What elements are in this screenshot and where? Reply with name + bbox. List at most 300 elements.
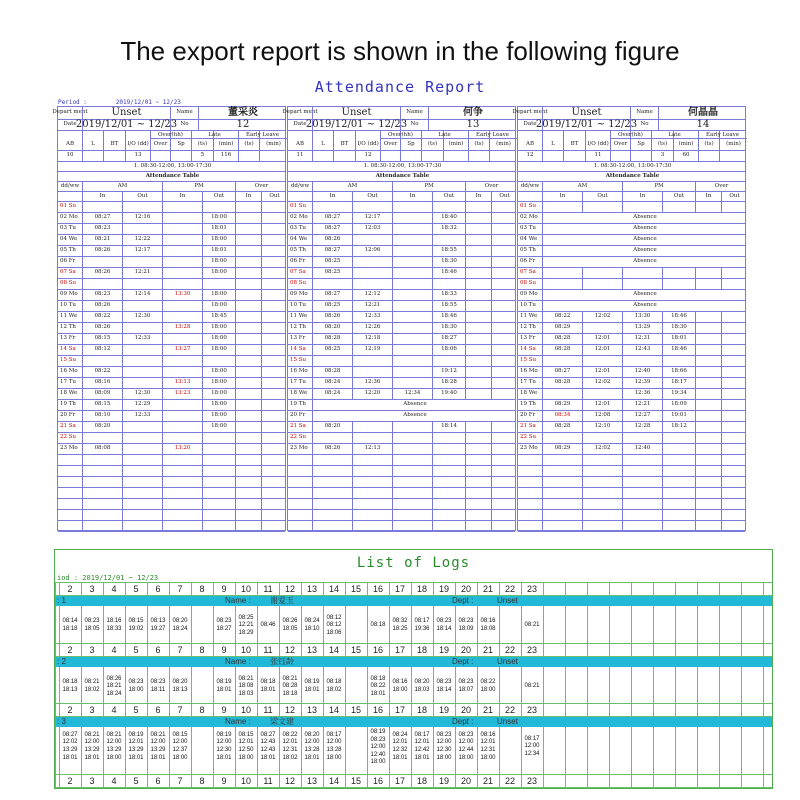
time-cell: 08:28: [312, 367, 352, 377]
time-cell: [235, 301, 261, 311]
blank: [288, 488, 312, 498]
empty-row: [518, 477, 745, 488]
inout-row: [288, 192, 515, 202]
day-row: [518, 356, 745, 367]
stats-value: [103, 151, 125, 161]
time-cell: [465, 279, 491, 289]
person-band: [55, 717, 772, 727]
day-number: 19: [438, 705, 449, 715]
day-label: 22 Su: [60, 434, 77, 441]
day-label: 11 We: [60, 313, 78, 320]
blank: [518, 192, 542, 201]
time-cell: [162, 235, 202, 245]
blank: [261, 510, 287, 520]
grid-line: [631, 583, 632, 788]
time-cell: 18:17: [662, 378, 695, 388]
dept-label: Dept :: [452, 717, 474, 726]
time-cell: [392, 301, 432, 311]
time-cell: 12:27: [622, 411, 662, 421]
time-cell: [235, 356, 261, 366]
day-number: 4: [111, 705, 117, 715]
empty-row: [288, 455, 515, 466]
time-cell: [261, 202, 287, 212]
day-row: [288, 444, 515, 455]
day-label: 07 Sa: [520, 269, 536, 276]
day-row: [288, 367, 515, 378]
pm-label: PM: [622, 182, 695, 191]
time-cell: [662, 279, 695, 289]
day-label: 01 Su: [520, 203, 537, 210]
time-cell: [352, 268, 392, 278]
day-row: [58, 389, 285, 400]
time-cell: [202, 444, 235, 454]
time-cell: [465, 268, 491, 278]
empty-row: [288, 477, 515, 488]
time-cell: 12:33: [352, 312, 392, 322]
time-cell: [82, 279, 122, 289]
time-cell: [261, 213, 287, 223]
log-cell: 08:23 18:05: [84, 618, 100, 632]
time-cell: 12:02: [582, 444, 622, 454]
log-cell: 18:16 18:33: [106, 618, 122, 632]
stats-value-row: [288, 151, 515, 162]
day-number: 8: [199, 705, 205, 715]
list-of-logs: [54, 549, 773, 789]
day-row: [58, 202, 285, 213]
time-cell: 12:06: [352, 246, 392, 256]
blank: [162, 477, 202, 487]
time-cell: [122, 356, 162, 366]
day-number: 7: [177, 705, 183, 715]
blank: [312, 488, 352, 498]
time-cell: 12:18: [352, 334, 392, 344]
blank: [82, 499, 122, 509]
time-cell: [491, 202, 517, 212]
time-cell: [622, 279, 662, 289]
time-cell: 18:00: [202, 411, 235, 421]
time-cell: [352, 279, 392, 289]
day-label: 08 Su: [60, 280, 77, 287]
empty-row: [58, 521, 285, 532]
stats-header-cell: (ts): [651, 131, 673, 150]
dept-label: Depart ment: [282, 109, 318, 116]
time-cell: 12:34: [392, 389, 432, 399]
day-number: 22: [504, 776, 515, 786]
day-label: 23 Mo: [520, 445, 538, 452]
log-cell: 08:21 08:28 18:18: [282, 675, 298, 697]
time-cell: 08:12: [82, 345, 122, 355]
time-cell: [695, 367, 721, 377]
dept-value: Unset: [82, 107, 170, 119]
time-cell: [721, 279, 747, 289]
time-cell: [542, 433, 582, 443]
time-cell: [695, 389, 721, 399]
time-cell: 13:28: [162, 323, 202, 333]
time-cell: [465, 367, 491, 377]
day-label: 14 Sa: [520, 346, 536, 353]
log-cell: 08:20 12:00 13:28 18:01: [304, 731, 320, 761]
stats-value: [259, 151, 287, 161]
blank: [162, 466, 202, 476]
log-cell: 08:17 12:00 13:28 18:00: [326, 731, 342, 761]
time-cell: [721, 378, 747, 388]
no-value: 14: [658, 120, 747, 130]
blank: [721, 488, 747, 498]
stats-header-cell: BT: [333, 131, 355, 150]
stats-value: 11: [296, 152, 304, 159]
day-label: 03 Tu: [60, 225, 76, 232]
blank: [662, 477, 695, 487]
day-number: 14: [328, 584, 339, 594]
time-cell: [721, 411, 747, 421]
time-cell: 08:28: [542, 334, 582, 344]
time-cell: 18:01: [202, 224, 235, 234]
dept-label: Depart ment: [52, 109, 88, 116]
inout-label: Out: [491, 192, 517, 201]
time-cell: [695, 279, 721, 289]
blank: [122, 455, 162, 465]
time-cell: 08:28: [542, 378, 582, 388]
stats-header-cell: Sp: [400, 131, 421, 150]
blank: [695, 521, 721, 531]
late-label: Late: [651, 132, 698, 139]
time-cell: [261, 323, 287, 333]
time-cell: [721, 312, 747, 322]
date-row: [288, 120, 515, 131]
time-cell: [491, 224, 517, 234]
time-cell: [162, 312, 202, 322]
day-number: 5: [133, 776, 139, 786]
time-cell: [235, 246, 261, 256]
day-row: [288, 224, 515, 235]
blank: [465, 499, 491, 509]
day-row: [58, 235, 285, 246]
time-cell: 13:20: [162, 444, 202, 454]
log-cell: 08:19 12:00 12:30 18:01: [216, 731, 232, 761]
inout-label: In: [312, 192, 352, 201]
inout-label: Out: [261, 192, 287, 201]
day-row: [518, 367, 745, 378]
day-label: 21 Sa: [290, 423, 306, 430]
time-cell: [465, 202, 491, 212]
day-label: 16 Mo: [520, 368, 538, 375]
empty-row: [518, 521, 745, 532]
day-row: [288, 246, 515, 257]
day-number: 17: [394, 776, 405, 786]
day-label: 19 Th: [290, 401, 306, 408]
blank: [122, 510, 162, 520]
time-cell: 08:20: [312, 422, 352, 432]
time-cell: [235, 312, 261, 322]
blank: [432, 499, 465, 509]
time-cell: [695, 202, 721, 212]
time-cell: [392, 422, 432, 432]
day-row: [58, 411, 285, 422]
over-label: Over: [235, 182, 287, 191]
time-cell: [312, 279, 352, 289]
blank: [288, 477, 312, 487]
absence-label: Absence: [542, 213, 747, 223]
day-number: 12: [284, 776, 295, 786]
time-cell: [202, 279, 235, 289]
time-cell: [235, 345, 261, 355]
stats-value: [563, 151, 585, 161]
time-cell: 08:22: [542, 312, 582, 322]
log-cell: 08:21 18:08 18:03: [238, 675, 254, 697]
time-cell: 12:28: [622, 422, 662, 432]
time-cell: 12:22: [122, 235, 162, 245]
time-cell: [235, 334, 261, 344]
time-cell: [721, 356, 747, 366]
report-title: Attendance Report: [314, 78, 486, 96]
time-cell: 08:27: [312, 224, 352, 234]
log-cell: 08:23 18:27: [216, 618, 232, 632]
time-cell: 18:00: [202, 422, 235, 432]
time-cell: [261, 224, 287, 234]
blank: [465, 455, 491, 465]
day-number: 11: [263, 705, 273, 715]
inout-label: Out: [582, 192, 622, 201]
no-value: 13: [428, 120, 517, 130]
stats-header-cell: Sp: [630, 131, 651, 150]
day-row: [58, 422, 285, 433]
blank: [622, 477, 662, 487]
blank: [582, 488, 622, 498]
time-cell: [261, 411, 287, 421]
day-label: 04 We: [290, 236, 308, 243]
blank: [202, 510, 235, 520]
blank: [288, 455, 312, 465]
blank: [202, 466, 235, 476]
time-cell: [235, 444, 261, 454]
stats-header-cell: (min): [443, 131, 468, 150]
attendance-table-title: Attendance Table: [375, 172, 430, 179]
time-cell: [392, 345, 432, 355]
blank: [695, 455, 721, 465]
time-cell: [695, 400, 721, 410]
time-cell: 12:01: [582, 334, 622, 344]
time-cell: 18:01: [662, 334, 695, 344]
time-cell: [235, 411, 261, 421]
day-label: 18 We: [290, 390, 308, 397]
over-label: Over: [695, 182, 747, 191]
day-row: [518, 301, 745, 312]
empty-row: [518, 488, 745, 499]
early-leave-label: Early Leave: [238, 132, 287, 139]
day-number: 19: [438, 776, 449, 786]
time-cell: [235, 224, 261, 234]
time-cell: 08:27: [312, 246, 352, 256]
day-number: 21: [482, 584, 493, 594]
log-cell: 08:20 18:24: [172, 618, 188, 632]
blank: [261, 466, 287, 476]
day-label: 06 Fr: [290, 258, 306, 265]
dept-value: Unset: [312, 107, 400, 119]
time-cell: [392, 312, 432, 322]
time-cell: [582, 323, 622, 333]
day-number: 16: [372, 645, 383, 655]
inout-label: In: [622, 192, 662, 201]
day-number: 8: [199, 645, 205, 655]
day-row: [288, 323, 515, 334]
time-cell: 12:16: [122, 213, 162, 223]
blank: [58, 477, 82, 487]
day-label: 14 Sa: [60, 346, 76, 353]
day-label: 20 Fr: [290, 412, 306, 419]
day-label: 12 Th: [520, 324, 536, 331]
inout-label: Out: [122, 192, 162, 201]
day-number: 6: [155, 776, 161, 786]
stats-header-cell: BT: [563, 131, 585, 150]
time-cell: [721, 433, 747, 443]
pm-label: PM: [162, 182, 235, 191]
blank: [491, 499, 517, 509]
time-cell: 08:21: [82, 235, 122, 245]
day-row: [518, 444, 745, 455]
blank: [465, 510, 491, 520]
time-cell: [721, 444, 747, 454]
blank: [491, 466, 517, 476]
log-cell: 08:18: [370, 622, 386, 629]
stats-header-cell: Over: [380, 131, 400, 150]
time-cell: [261, 235, 287, 245]
time-cell: 08:27: [542, 367, 582, 377]
stats-value: [630, 151, 651, 161]
time-cell: [235, 257, 261, 267]
time-cell: 08:16: [82, 378, 122, 388]
time-cell: 18:27: [432, 334, 465, 344]
time-cell: 18:00: [202, 345, 235, 355]
dept-value: Unset: [542, 107, 630, 119]
grid-line: [565, 583, 566, 788]
day-number: 10: [240, 584, 251, 594]
time-cell: [491, 257, 517, 267]
stats-header-cell: (ts): [468, 131, 489, 150]
log-cell: 08:26 18:05: [282, 618, 298, 632]
day-label: 02 Mo: [290, 214, 308, 221]
day-number: 17: [394, 645, 405, 655]
day-label: 11 We: [520, 313, 538, 320]
time-cell: 08:28: [542, 422, 582, 432]
early-leave-label: Early Leave: [468, 132, 517, 139]
log-cell: 08:21 18:02: [84, 679, 100, 693]
day-row: [58, 345, 285, 356]
inout-label: Out: [352, 192, 392, 201]
time-cell: [721, 422, 747, 432]
attendance-panel: [52, 106, 286, 531]
blank: [542, 455, 582, 465]
day-number: 5: [133, 645, 139, 655]
log-cell: 08:21: [524, 683, 540, 690]
day-number: 21: [482, 705, 493, 715]
day-row: [288, 356, 515, 367]
inout-label: Out: [202, 192, 235, 201]
blank: [122, 521, 162, 531]
time-cell: [202, 356, 235, 366]
time-cell: 08:26: [82, 246, 122, 256]
day-label: 16 Mo: [290, 368, 308, 375]
grid-line: [609, 583, 610, 788]
time-cell: [662, 268, 695, 278]
day-label: 15 Su: [290, 357, 307, 364]
time-cell: [122, 257, 162, 267]
blank: [721, 455, 747, 465]
blank: [202, 521, 235, 531]
day-label: 14 Sa: [290, 346, 306, 353]
stats-header-cell: (min): [673, 131, 698, 150]
day-label: 06 Fr: [60, 258, 76, 265]
time-cell: [465, 334, 491, 344]
inout-label: Out: [662, 192, 695, 201]
day-label: 17 Tu: [520, 379, 536, 386]
time-cell: [162, 224, 202, 234]
time-cell: [432, 279, 465, 289]
day-number: 2: [67, 776, 73, 786]
day-row: [58, 213, 285, 224]
day-label: 01 Su: [60, 203, 77, 210]
time-cell: 08:22: [82, 312, 122, 322]
day-row: [288, 433, 515, 444]
inout-label: In: [465, 192, 491, 201]
grid-line: [741, 583, 742, 788]
blank: [352, 466, 392, 476]
time-cell: 08:23: [82, 290, 122, 300]
blank: [352, 499, 392, 509]
log-cell: 08:25 12:21 18:29: [238, 614, 254, 636]
time-cell: [695, 444, 721, 454]
blank: [662, 510, 695, 520]
blank: [622, 510, 662, 520]
time-cell: [392, 367, 432, 377]
name-value: 董采炎: [198, 107, 287, 119]
log-cell: 08:23 18:09: [458, 618, 474, 632]
date-row: [58, 120, 285, 131]
day-number: 12: [284, 584, 295, 594]
stats-value: [542, 151, 563, 161]
stats-value: [719, 151, 747, 161]
time-cell: 12:33: [122, 411, 162, 421]
early-leave-label: Early Leave: [698, 132, 747, 139]
day-label: 12 Th: [290, 324, 306, 331]
blank: [695, 477, 721, 487]
blank: [542, 521, 582, 531]
stats-header-row: [288, 131, 515, 151]
blank: [518, 455, 542, 465]
logs-title: List of Logs: [356, 555, 471, 571]
name-label: Name: [170, 107, 198, 119]
time-cell: 13:27: [162, 345, 202, 355]
stats-header-cell: (min): [489, 131, 517, 150]
day-number: 18: [416, 705, 427, 715]
blank: [662, 455, 695, 465]
time-cell: [235, 213, 261, 223]
time-cell: [491, 323, 517, 333]
day-row: [288, 235, 515, 246]
time-cell: [82, 257, 122, 267]
grid-line: [55, 643, 772, 644]
day-row: [518, 257, 745, 268]
time-cell: 12:01: [582, 367, 622, 377]
day-row: [58, 301, 285, 312]
person-band: [55, 596, 772, 606]
inout-row: [518, 192, 745, 202]
stats-header-cell: (ts): [698, 131, 719, 150]
time-cell: [235, 367, 261, 377]
time-cell: [695, 411, 721, 421]
time-cell: [235, 422, 261, 432]
inout-label: In: [392, 192, 432, 201]
log-cell: 08:32 18:25: [392, 618, 408, 632]
